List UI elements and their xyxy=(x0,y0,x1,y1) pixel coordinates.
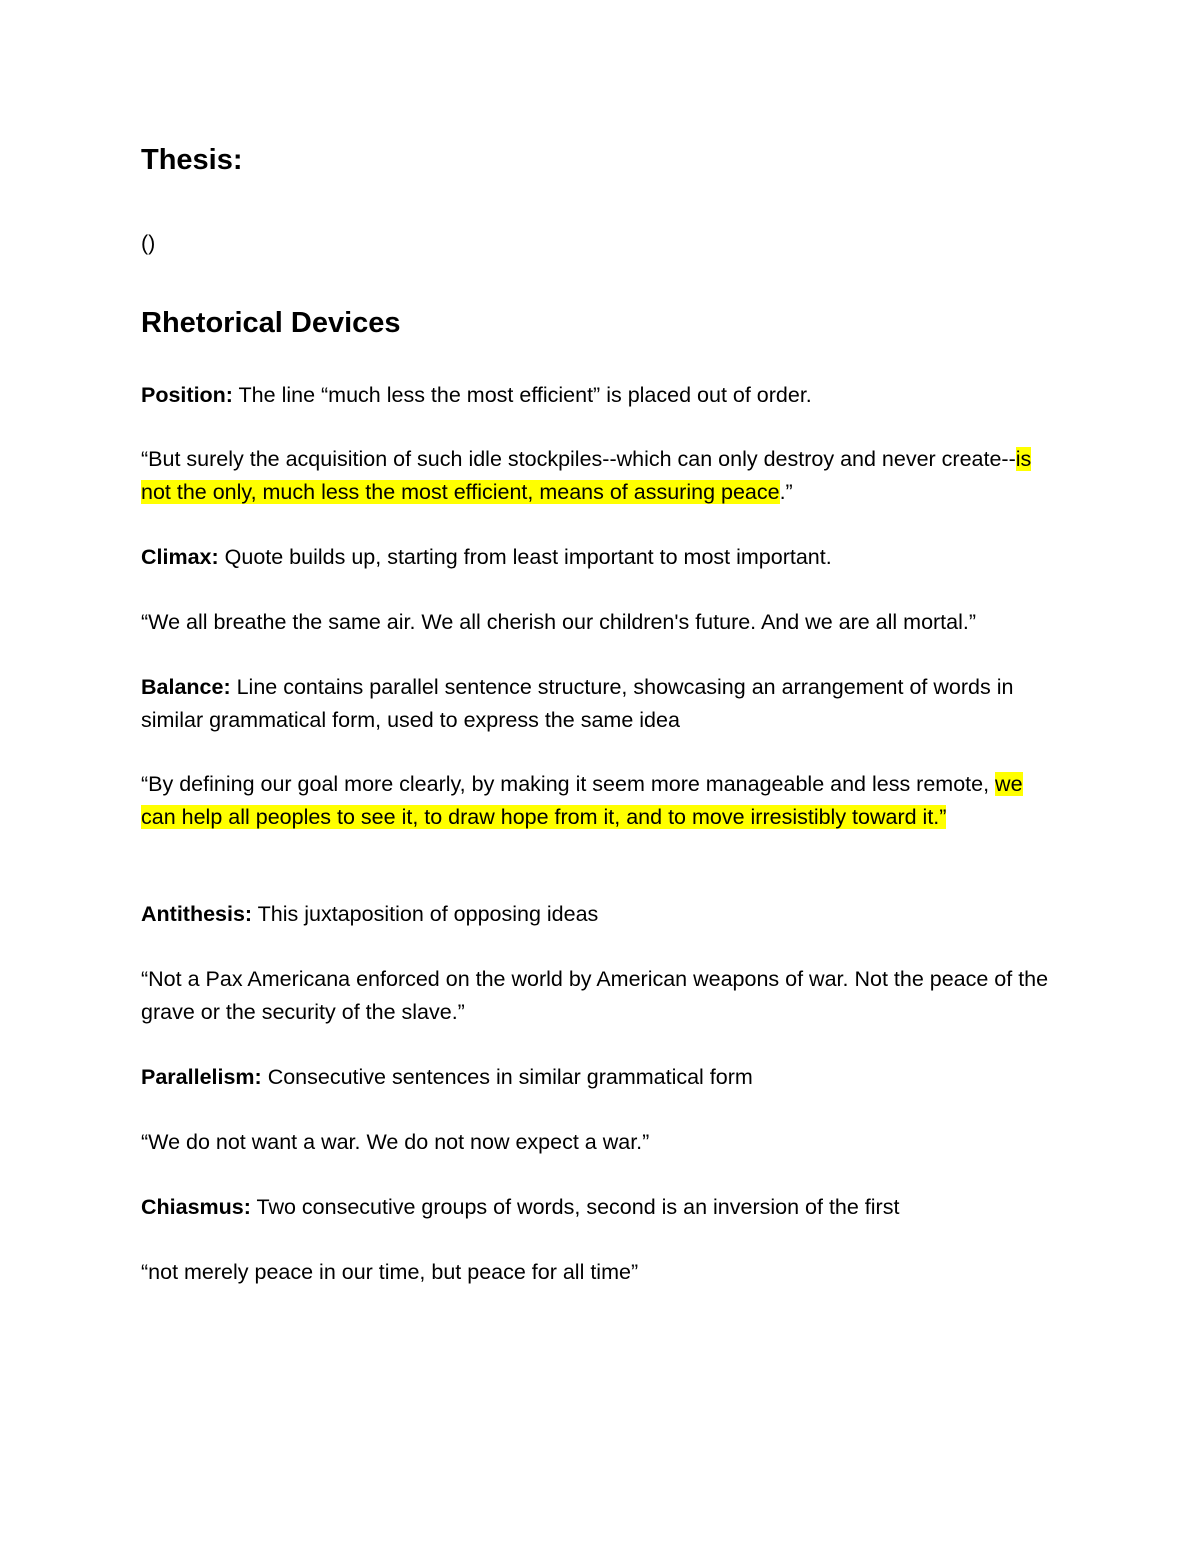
climax-label: Climax: xyxy=(141,545,219,569)
balance-quote-start: “By defining our goal more clearly, by making it seem more manageable and less remote, xyxy=(141,772,996,796)
balance-definition xyxy=(141,671,1051,736)
position-quote-end: .” xyxy=(779,479,793,504)
position-quote-highlight: is not the only, much less the most efficient, means of assuring peace xyxy=(141,447,1032,504)
balance-quote-highlight: we can help all peoples to see it, to draw hope from it, and to move irresistibly toward it.” xyxy=(141,772,1023,829)
chiasmus-definition xyxy=(141,1191,1051,1224)
balance-description: Line contains parallel sentence structure, showcasing an arrangement of words in similar grammatical form, used to express the same idea xyxy=(141,675,1014,732)
balance-quote xyxy=(141,768,1051,833)
position-quote-start: “But surely the acquisition of such idle stockpiles--which can only destroy and never create-- xyxy=(141,447,1016,471)
position-quote xyxy=(141,443,1051,508)
climax-quote: “We all breathe the same air. We all cherish our children's future. And we are all mortal.” xyxy=(141,610,977,634)
climax-description: Quote builds up, starting from least important to most important. xyxy=(218,545,832,569)
antithesis-quote: “Not a Pax Americana enforced on the world by American weapons of war. Not the peace of the grave or the security of the slave.” xyxy=(141,967,1049,1024)
climax-definition xyxy=(141,541,1051,574)
parallelism-definition xyxy=(141,1061,1051,1094)
balance-label: Balance: xyxy=(141,675,231,699)
chiasmus-label: Chiasmus: xyxy=(141,1195,251,1219)
antithesis-definition xyxy=(141,898,1051,931)
parallelism-description: Consecutive sentences in similar grammatical form xyxy=(261,1065,753,1089)
chiasmus-description: Two consecutive groups of words, second is an inversion of the first xyxy=(250,1195,900,1219)
thesis-body: () xyxy=(141,231,156,255)
position-description: The line “much less the most efficient” is placed out of order. xyxy=(232,383,812,407)
position-definition xyxy=(141,379,1051,412)
antithesis-label: Antithesis: xyxy=(141,902,253,926)
parallelism-quote: “We do not want a war. We do not now expect a war.” xyxy=(141,1130,650,1154)
section-heading: Rhetorical Devices xyxy=(141,307,401,339)
chiasmus-quote: “not merely peace in our time, but peace for all time” xyxy=(141,1260,639,1284)
antithesis-description: This juxtaposition of opposing ideas xyxy=(252,902,599,926)
parallelism-label: Parallelism: xyxy=(141,1065,262,1089)
thesis-heading: Thesis: xyxy=(141,144,243,176)
position-label: Position: xyxy=(141,383,233,407)
